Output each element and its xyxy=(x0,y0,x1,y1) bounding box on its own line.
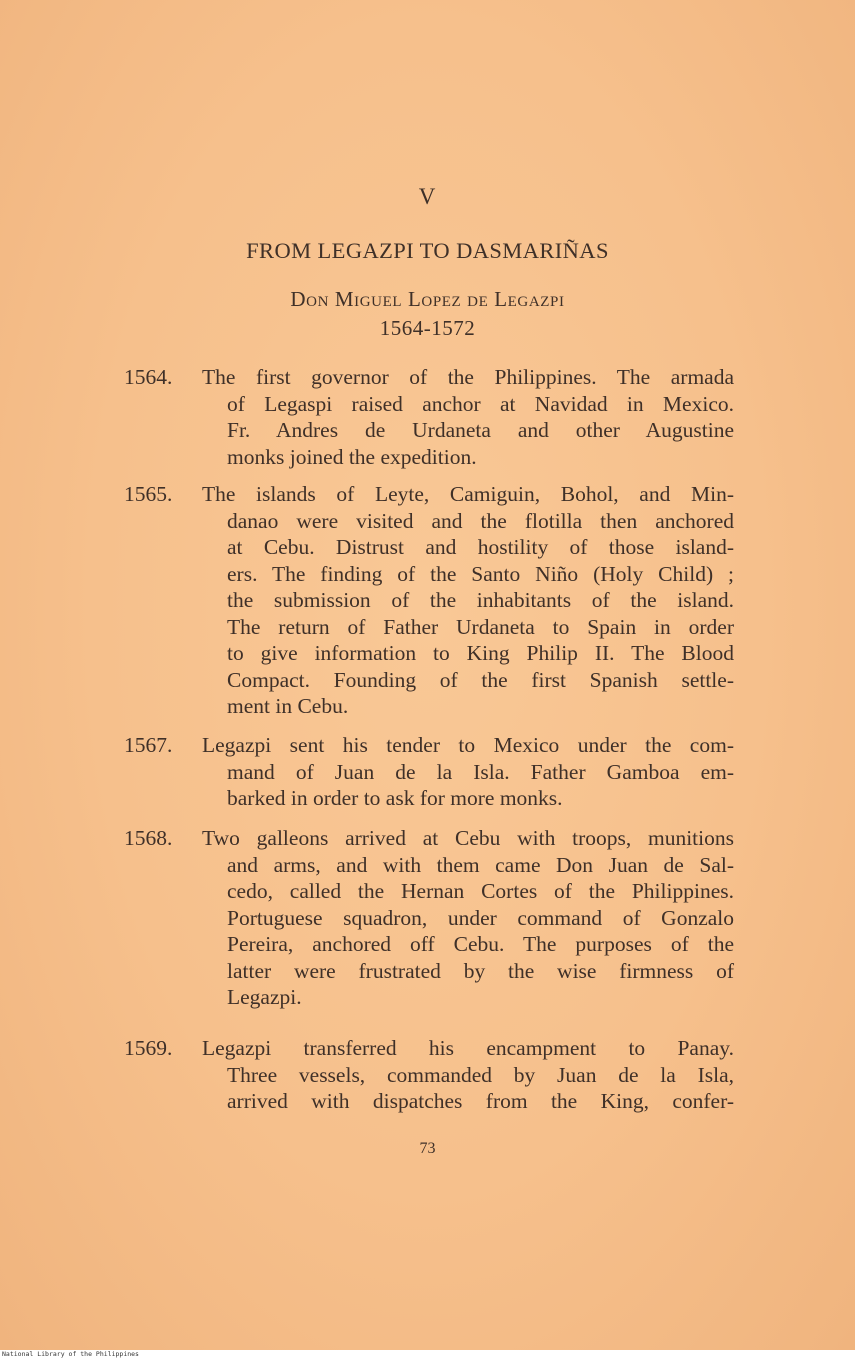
entry-line: and arms, and with them came Don Juan de Sal- xyxy=(227,852,734,877)
entry-text xyxy=(202,1035,734,1115)
entry-line: ment in Cebu. xyxy=(227,694,349,718)
entry-line: The return of Father Urdaneta to Spain in order xyxy=(227,614,734,639)
entry-line: arrived with dispatches from the King, confer- xyxy=(227,1089,734,1113)
entry-line: Portuguese squadron, under command of Gonzalo xyxy=(227,905,734,930)
entry-line: ers. The finding of the Santo Niño (Holy Child) ; xyxy=(227,561,734,586)
entry-year: 1564. xyxy=(124,365,173,389)
entry-line: Legazpi. xyxy=(227,985,302,1009)
entry-line: the submission of the inhabitants of the island. xyxy=(227,588,734,612)
entry-line: danao were visited and the flotilla then anchored xyxy=(227,508,734,533)
entry-text xyxy=(202,825,734,1011)
entry-line: Legazpi sent his tender to Mexico under the com- xyxy=(202,733,734,757)
entry-line: Fr. Andres de Urdaneta and other Augustine xyxy=(227,418,734,442)
entry-line: Pereira, anchored off Cebu. The purposes of the xyxy=(227,932,734,956)
section-title: Don Miguel Lopez de Legazpi xyxy=(290,287,565,311)
entry-line: Legazpi transferred his encampment to Panay. xyxy=(202,1036,734,1060)
page-number: 73 xyxy=(419,1140,436,1157)
library-credit: National Library of the Philippines xyxy=(2,1350,139,1358)
entry-line: The islands of Leyte, Camiguin, Bohol, and Min- xyxy=(202,482,734,506)
entry-year: 1569. xyxy=(124,1036,173,1060)
entry-year: 1567. xyxy=(124,733,173,757)
entry-text xyxy=(202,364,734,470)
entry-line: barked in order to ask for more monks. xyxy=(227,786,563,810)
entry-line: The first governor of the Philippines. The armada xyxy=(202,365,734,389)
entry-line: at Cebu. Distrust and hostility of those island- xyxy=(227,535,734,559)
entry-line: Three vessels, commanded by Juan de la Isla, xyxy=(227,1062,734,1087)
entry-line: Compact. Founding of the first Spanish settle- xyxy=(227,667,734,692)
entry-line: Two galleons arrived at Cebu with troops, munitions xyxy=(202,826,734,850)
entry-year: 1568. xyxy=(124,826,173,850)
chapter-title: FROM LEGAZPI TO DASMARIÑAS xyxy=(246,238,609,263)
entry-text xyxy=(202,481,734,720)
entry-text xyxy=(202,732,734,812)
entry-year: 1565. xyxy=(124,482,173,506)
section-years: 1564-1572 xyxy=(379,316,476,340)
entry-line: cedo, called the Hernan Cortes of the Philippines. xyxy=(227,879,734,903)
chapter-numeral: V xyxy=(418,184,437,209)
entry-line: latter were frustrated by the wise firmness of xyxy=(227,958,734,983)
entry-line: to give information to King Philip II. The Blood xyxy=(227,641,734,665)
entry-line: monks joined the expedition. xyxy=(227,444,477,469)
entry-line: mand of Juan de la Isla. Father Gamboa em- xyxy=(227,759,734,784)
entry-line: of Legaspi raised anchor at Navidad in Mexico. xyxy=(227,391,734,416)
